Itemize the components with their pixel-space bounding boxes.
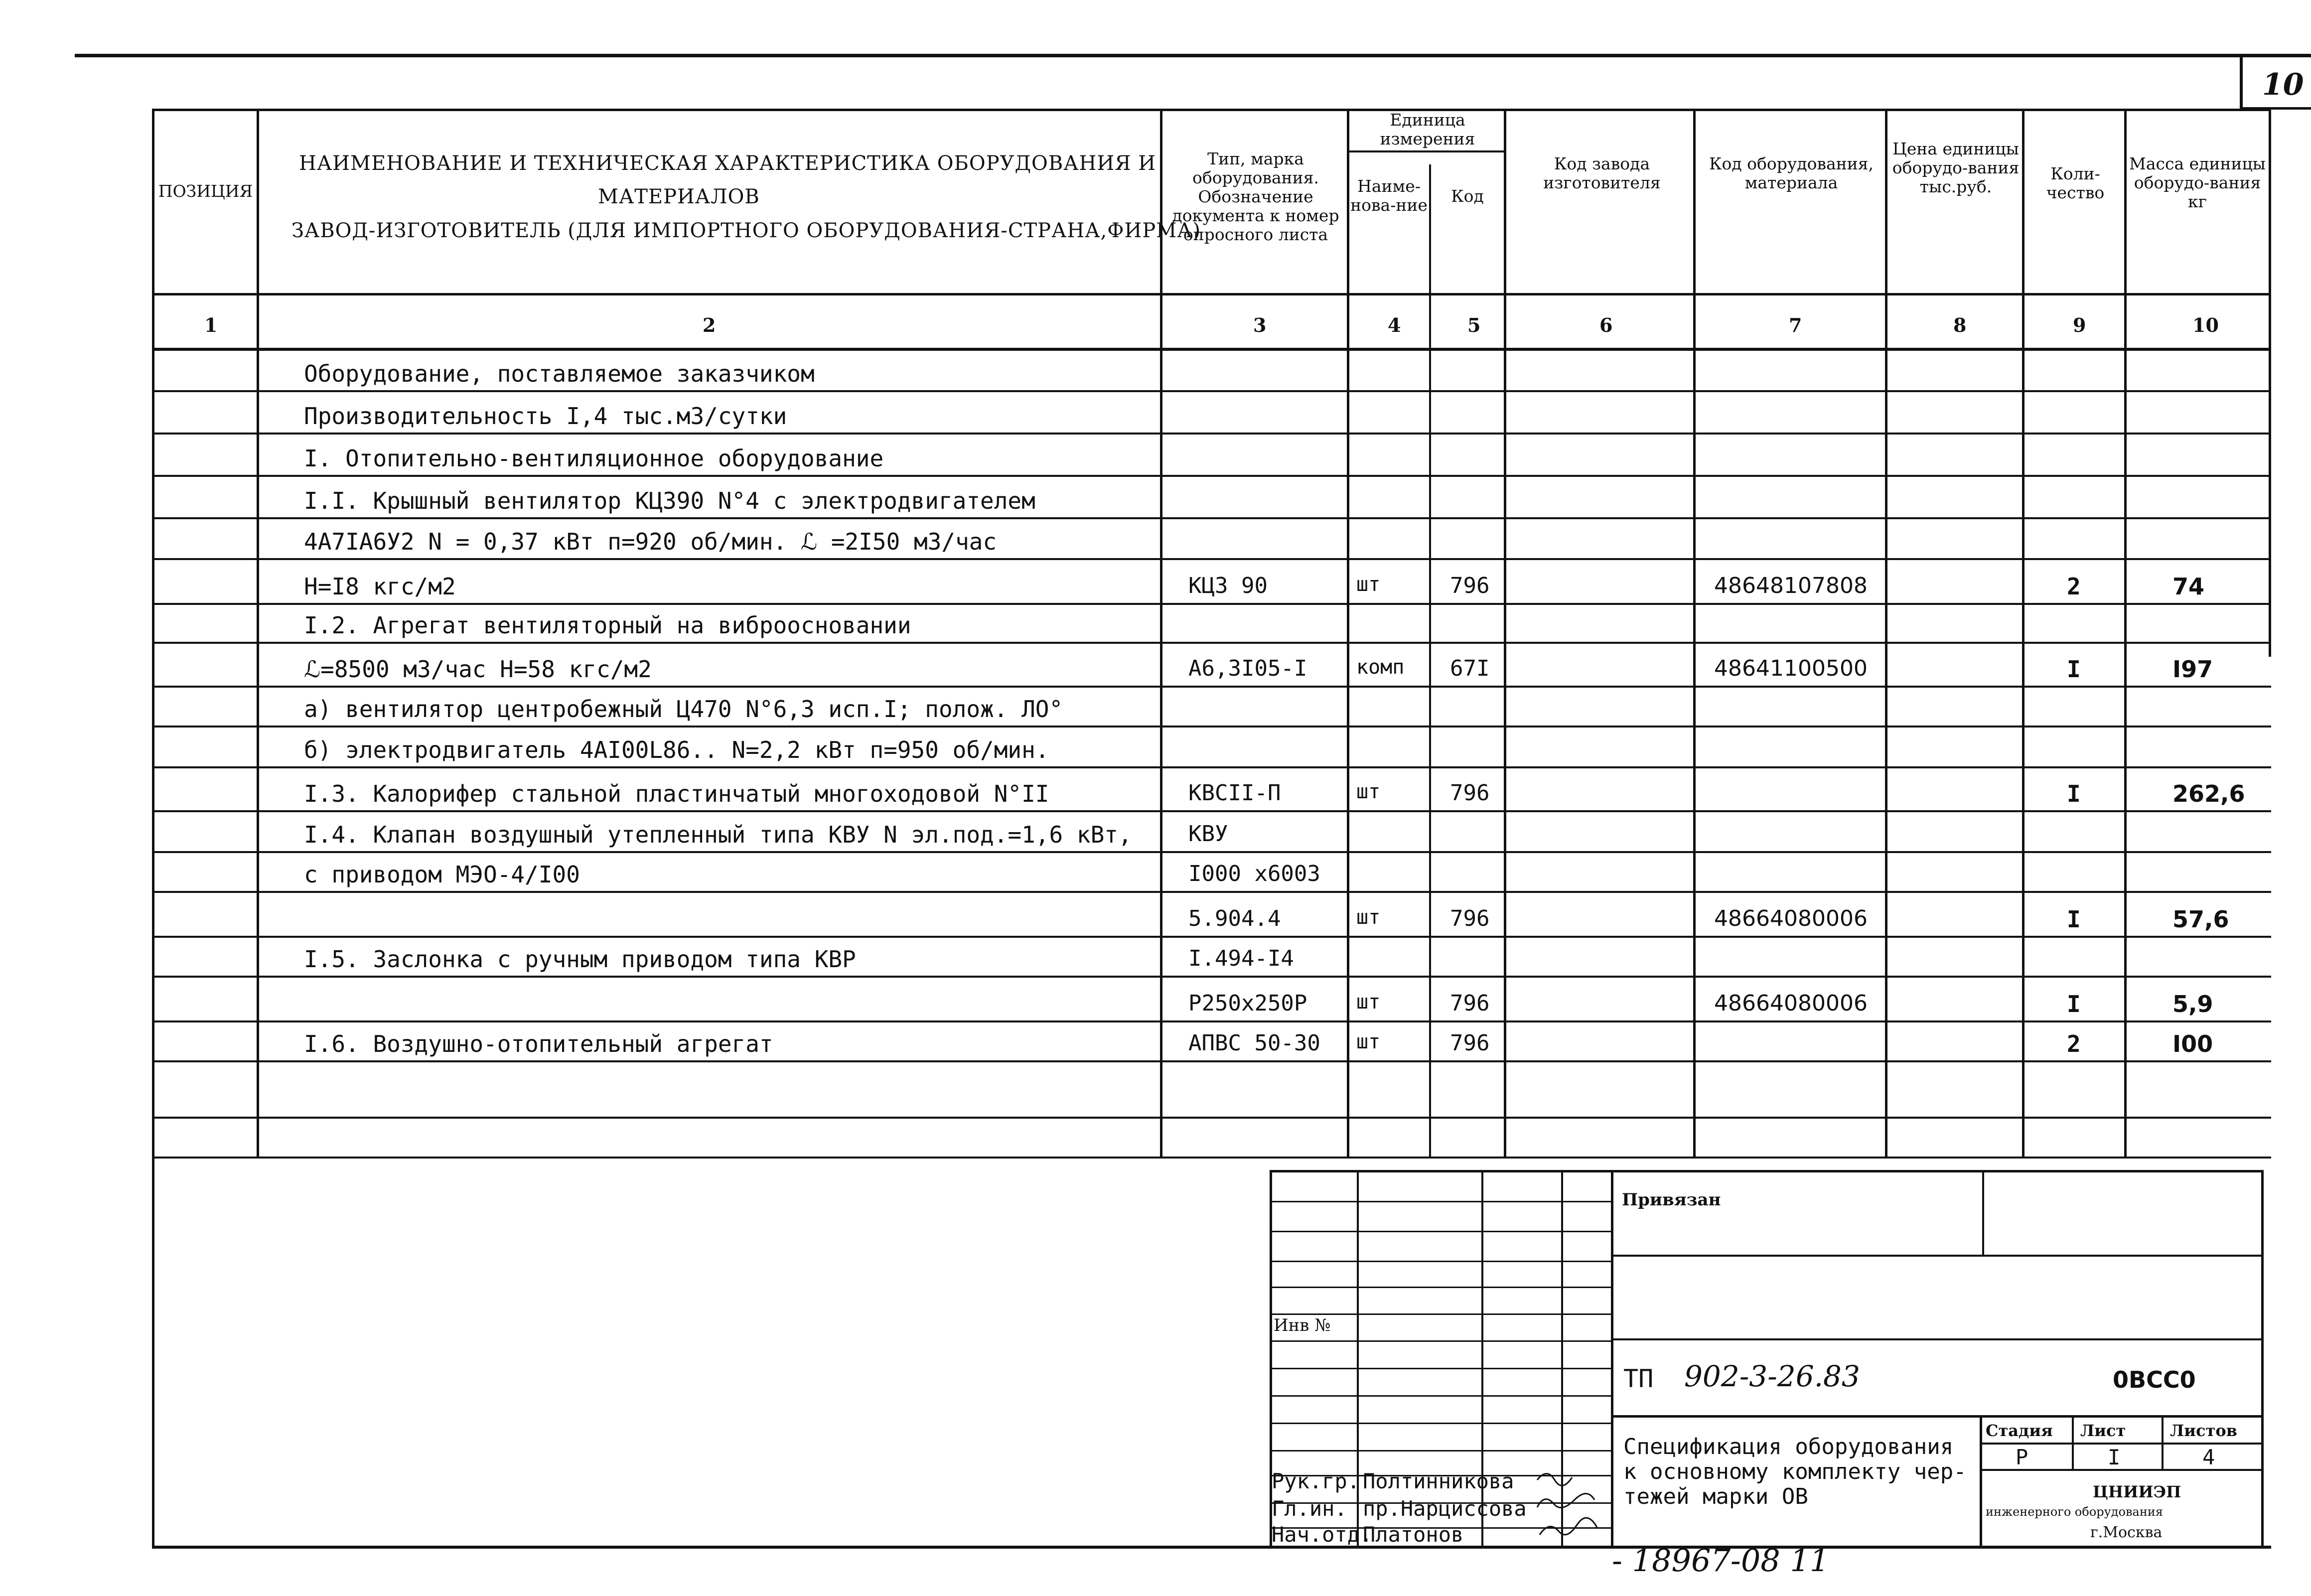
row-type: I.494-I4 (1188, 946, 1294, 971)
row-line (152, 810, 2271, 812)
stamp-inv-label: Инв № (1274, 1315, 1331, 1335)
stamp-grid-line (1270, 1287, 1611, 1288)
stamp-sheets-value: 4 (2202, 1445, 2215, 1469)
col-sep-2 (1160, 109, 1162, 1158)
row-mass: I00 (2172, 1030, 2213, 1057)
row-type: КВУ (1188, 821, 1228, 847)
stamp-code-bottom (1611, 1415, 2264, 1418)
stamp-grid-line (1270, 1261, 1611, 1262)
row-type: КЦЗ 90 (1188, 573, 1268, 598)
row-name: Производительность I,4 тыс.м3/сутки (304, 403, 787, 430)
header-mass: Масса единицы оборудо-вания кг (2129, 154, 2266, 211)
bottom-archive-number: - 18967-08 11 (1612, 1542, 1830, 1579)
header-quantity: Коли-чество (2046, 164, 2105, 202)
row-name: I.4. Клапан воздушный утепленный типа КВУ N эл.под.=1,6 кВт, (304, 821, 1132, 848)
stamp-title-3: тежей марки ОВ (1623, 1484, 1808, 1509)
row-name: Н=I8 кгс/м2 (304, 573, 456, 600)
stamp-mark: 0ВСС0 (2113, 1366, 2196, 1393)
col-sep-8 (2022, 109, 2024, 1158)
stamp-title-2: к основному комплекту чер- (1623, 1459, 1967, 1484)
stamp-stage-sep1 (2072, 1415, 2074, 1470)
row-line (152, 390, 2271, 392)
stamp-top-line (1270, 1170, 2264, 1172)
stamp-stage-value: Р (2016, 1445, 2028, 1469)
unit-group-line (1347, 150, 1506, 152)
col-sep-4 (1429, 164, 1431, 1158)
row-code: 796 (1450, 780, 1490, 806)
stamp-stage-line1 (1980, 1443, 2264, 1445)
header-factory-code: Код завода изготовителя (1543, 154, 1661, 192)
row-quantity: I (2067, 780, 2081, 807)
table-left-line (152, 109, 154, 1549)
row-line (152, 851, 2271, 853)
row-unit: шт (1356, 573, 1381, 596)
row-line (152, 558, 2271, 560)
row-name: ℒ=8500 м3/час Н=58 кгс/м2 (304, 656, 652, 683)
header-material-code: Код оборудования, материала (1709, 154, 1874, 192)
row-material-code: 48641100500 (1714, 656, 1868, 681)
row-line (152, 686, 2271, 688)
row-name: Оборудование, поставляемое заказчиком (304, 360, 815, 387)
row-name: I.2. Агрегат вентиляторный на виброосновании (304, 612, 911, 639)
stamp-person-3: Платонов (1363, 1522, 1464, 1547)
top-border-line (75, 54, 2311, 57)
stamp-person-2: пр.Нарциссова (1363, 1496, 1527, 1521)
row-name: с приводом МЭО-4/I00 (304, 861, 580, 888)
corner-sheet-number: 10 (2262, 67, 2304, 102)
row-name: I. Отопительно-вентиляционное оборудование (304, 445, 884, 472)
row-line (152, 433, 2271, 435)
col-sep-7 (1885, 109, 1887, 1158)
col-sep-5 (1504, 109, 1506, 1158)
header-unit-name: Наиме-нова-ние (1350, 176, 1428, 215)
stamp-org-1: ЦНИИЭП (2093, 1482, 2181, 1501)
table-bottom-line (152, 1546, 2271, 1549)
header-unit-code: Код (1451, 186, 1484, 206)
row-line (152, 891, 2271, 893)
row-unit: комп (1356, 656, 1405, 679)
signature-scribbles (1535, 1465, 1614, 1565)
row-name: а) вентилятор центробежный Ц470 N°6,3 исп.I; полож. ЛО° (304, 696, 1063, 723)
header-price: Цена единицы оборудо-вания тыс.руб. (1892, 139, 2020, 196)
row-code: 796 (1450, 906, 1490, 931)
row-line (152, 1020, 2271, 1022)
row-unit: шт (1356, 1030, 1381, 1053)
row-unit: шт (1356, 991, 1381, 1014)
row-mass: I97 (2172, 656, 2213, 683)
corner-box-line (2240, 54, 2243, 110)
stamp-role-3: Нач.отд. (1272, 1522, 1373, 1547)
stamp-grid-line (1270, 1423, 1611, 1424)
row-unit: шт (1356, 780, 1381, 803)
row-type: 5.904.4 (1188, 906, 1281, 931)
row-mass: 57,6 (2172, 906, 2229, 933)
stamp-project-number: 902-3-26.83 (1684, 1359, 1860, 1393)
stamp-grid-line (1270, 1395, 1611, 1397)
row-line (152, 725, 2271, 727)
stamp-right-line (2261, 1170, 2264, 1549)
row-type: КВСII-П (1188, 780, 1281, 806)
row-type: Р250х250Р (1188, 991, 1307, 1016)
stamp-grid-line (1270, 1313, 1611, 1315)
stamp-org-3: г.Москва (2090, 1524, 2163, 1541)
header-bottom-line (152, 293, 2271, 295)
stamp-org-2: инженерного оборудования (1986, 1505, 2163, 1519)
row-name: I.6. Воздушно-отопительный агрегат (304, 1030, 773, 1057)
row-line (152, 936, 2271, 938)
stamp-sheets-label: Листов (2170, 1421, 2237, 1440)
stamp-stage-sep2 (2162, 1415, 2164, 1470)
stamp-grid-line (1270, 1340, 1611, 1342)
row-name: I.I. Крышный вентилятор КЦ390 N°4 с электродвигателем (304, 487, 1035, 514)
row-line (152, 603, 2271, 605)
stamp-grid-line (1270, 1368, 1611, 1369)
stamp-stage-label: Стадия (1986, 1421, 2053, 1440)
row-type: I000 х600З (1188, 861, 1320, 886)
row-line (152, 976, 2271, 978)
row-unit: шт (1356, 906, 1381, 929)
row-code: 796 (1450, 1030, 1490, 1056)
table-top-line (152, 109, 2271, 111)
stamp-role-2: Гл.ин. (1272, 1496, 1347, 1521)
stamp-privyazan: Привязан (1622, 1190, 1721, 1210)
row-line (152, 475, 2271, 477)
row-mass: 74 (2172, 573, 2205, 600)
row-name: I.3. Калорифер стальной пластинчатый многоходовой N°II (304, 780, 1049, 807)
stamp-grid-line (1270, 1231, 1611, 1232)
stamp-sheet-value: I (2108, 1445, 2121, 1469)
row-quantity: 2 (2067, 1030, 2081, 1057)
row-name: 4А7IА6У2 N = 0,37 кВт п=920 об/мин. ℒ =2I50 м3/час (304, 528, 997, 555)
stamp-role-1: Рук.гр. (1272, 1469, 1360, 1493)
row-line (152, 766, 2271, 768)
stamp-privyazan-sep (1982, 1170, 1984, 1256)
stamp-person-1: Полтинникова (1363, 1469, 1514, 1493)
header-unit-group-label: Единица измерения (1380, 110, 1475, 148)
row-type: АПВС 50-30 (1188, 1030, 1320, 1056)
row-quantity: I (2067, 906, 2081, 933)
col-sep-9 (2124, 109, 2127, 1158)
stamp-code-top (1611, 1338, 2264, 1340)
header-position: ПОЗИЦИЯ (158, 181, 253, 201)
colnum-bottom-line (152, 348, 2271, 351)
row-mass: 5,9 (2172, 991, 2213, 1017)
header-name-line3: ЗАВОД-ИЗГОТОВИТЕЛЬ (ДЛЯ ИМПОРТНОГО ОБОРУДОВАНИЯ-СТРАНА,ФИРМА) (291, 219, 1201, 242)
stamp-grid-line (1270, 1201, 1611, 1202)
row-material-code: 48648107808 (1714, 573, 1868, 598)
col-sep-3 (1347, 109, 1349, 1158)
row-line (152, 1060, 2271, 1062)
stamp-project-code: ТП (1623, 1364, 1654, 1393)
row-line (152, 642, 2271, 644)
col-sep-6 (1693, 109, 1696, 1158)
stamp-privyazan-bottom (1611, 1255, 2264, 1257)
row-material-code: 48664080006 (1714, 991, 1868, 1016)
header-name-line1: НАИМЕНОВАНИЕ И ТЕХНИЧЕСКАЯ ХАРАКТЕРИСТИКА ОБОРУДОВАНИЯ И (299, 152, 1156, 175)
row-type: А6,3I05-I (1188, 656, 1307, 681)
row-code: 67I (1450, 656, 1490, 681)
table-right-line (2269, 109, 2271, 657)
row-quantity: I (2067, 656, 2081, 683)
row-line (152, 1157, 2271, 1159)
row-code: 796 (1450, 573, 1490, 598)
stamp-title-sep (1980, 1415, 1982, 1549)
stamp-title-1: Спецификация оборудования (1623, 1434, 1954, 1459)
row-line (152, 517, 2271, 519)
header-type: Тип, марка оборудования. Обозначение документа к номер опросного листа (1172, 149, 1339, 244)
row-material-code: 48664080006 (1714, 906, 1868, 931)
row-quantity: I (2067, 991, 2081, 1017)
row-mass: 262,6 (2172, 780, 2245, 807)
stamp-sheet-label: Лист (2080, 1421, 2126, 1440)
header-name-line2: МАТЕРИАЛОВ (598, 185, 760, 208)
row-quantity: 2 (2067, 573, 2081, 600)
stamp-grid-line (1270, 1450, 1611, 1451)
row-line (152, 1117, 2271, 1119)
col-sep-1 (257, 109, 259, 1158)
row-code: 796 (1450, 991, 1490, 1016)
row-name: б) электродвигатель 4АI00L86.. N=2,2 кВт п=950 об/мин. (304, 736, 1049, 763)
row-name: I.5. Заслонка с ручным приводом типа КВР (304, 946, 856, 973)
